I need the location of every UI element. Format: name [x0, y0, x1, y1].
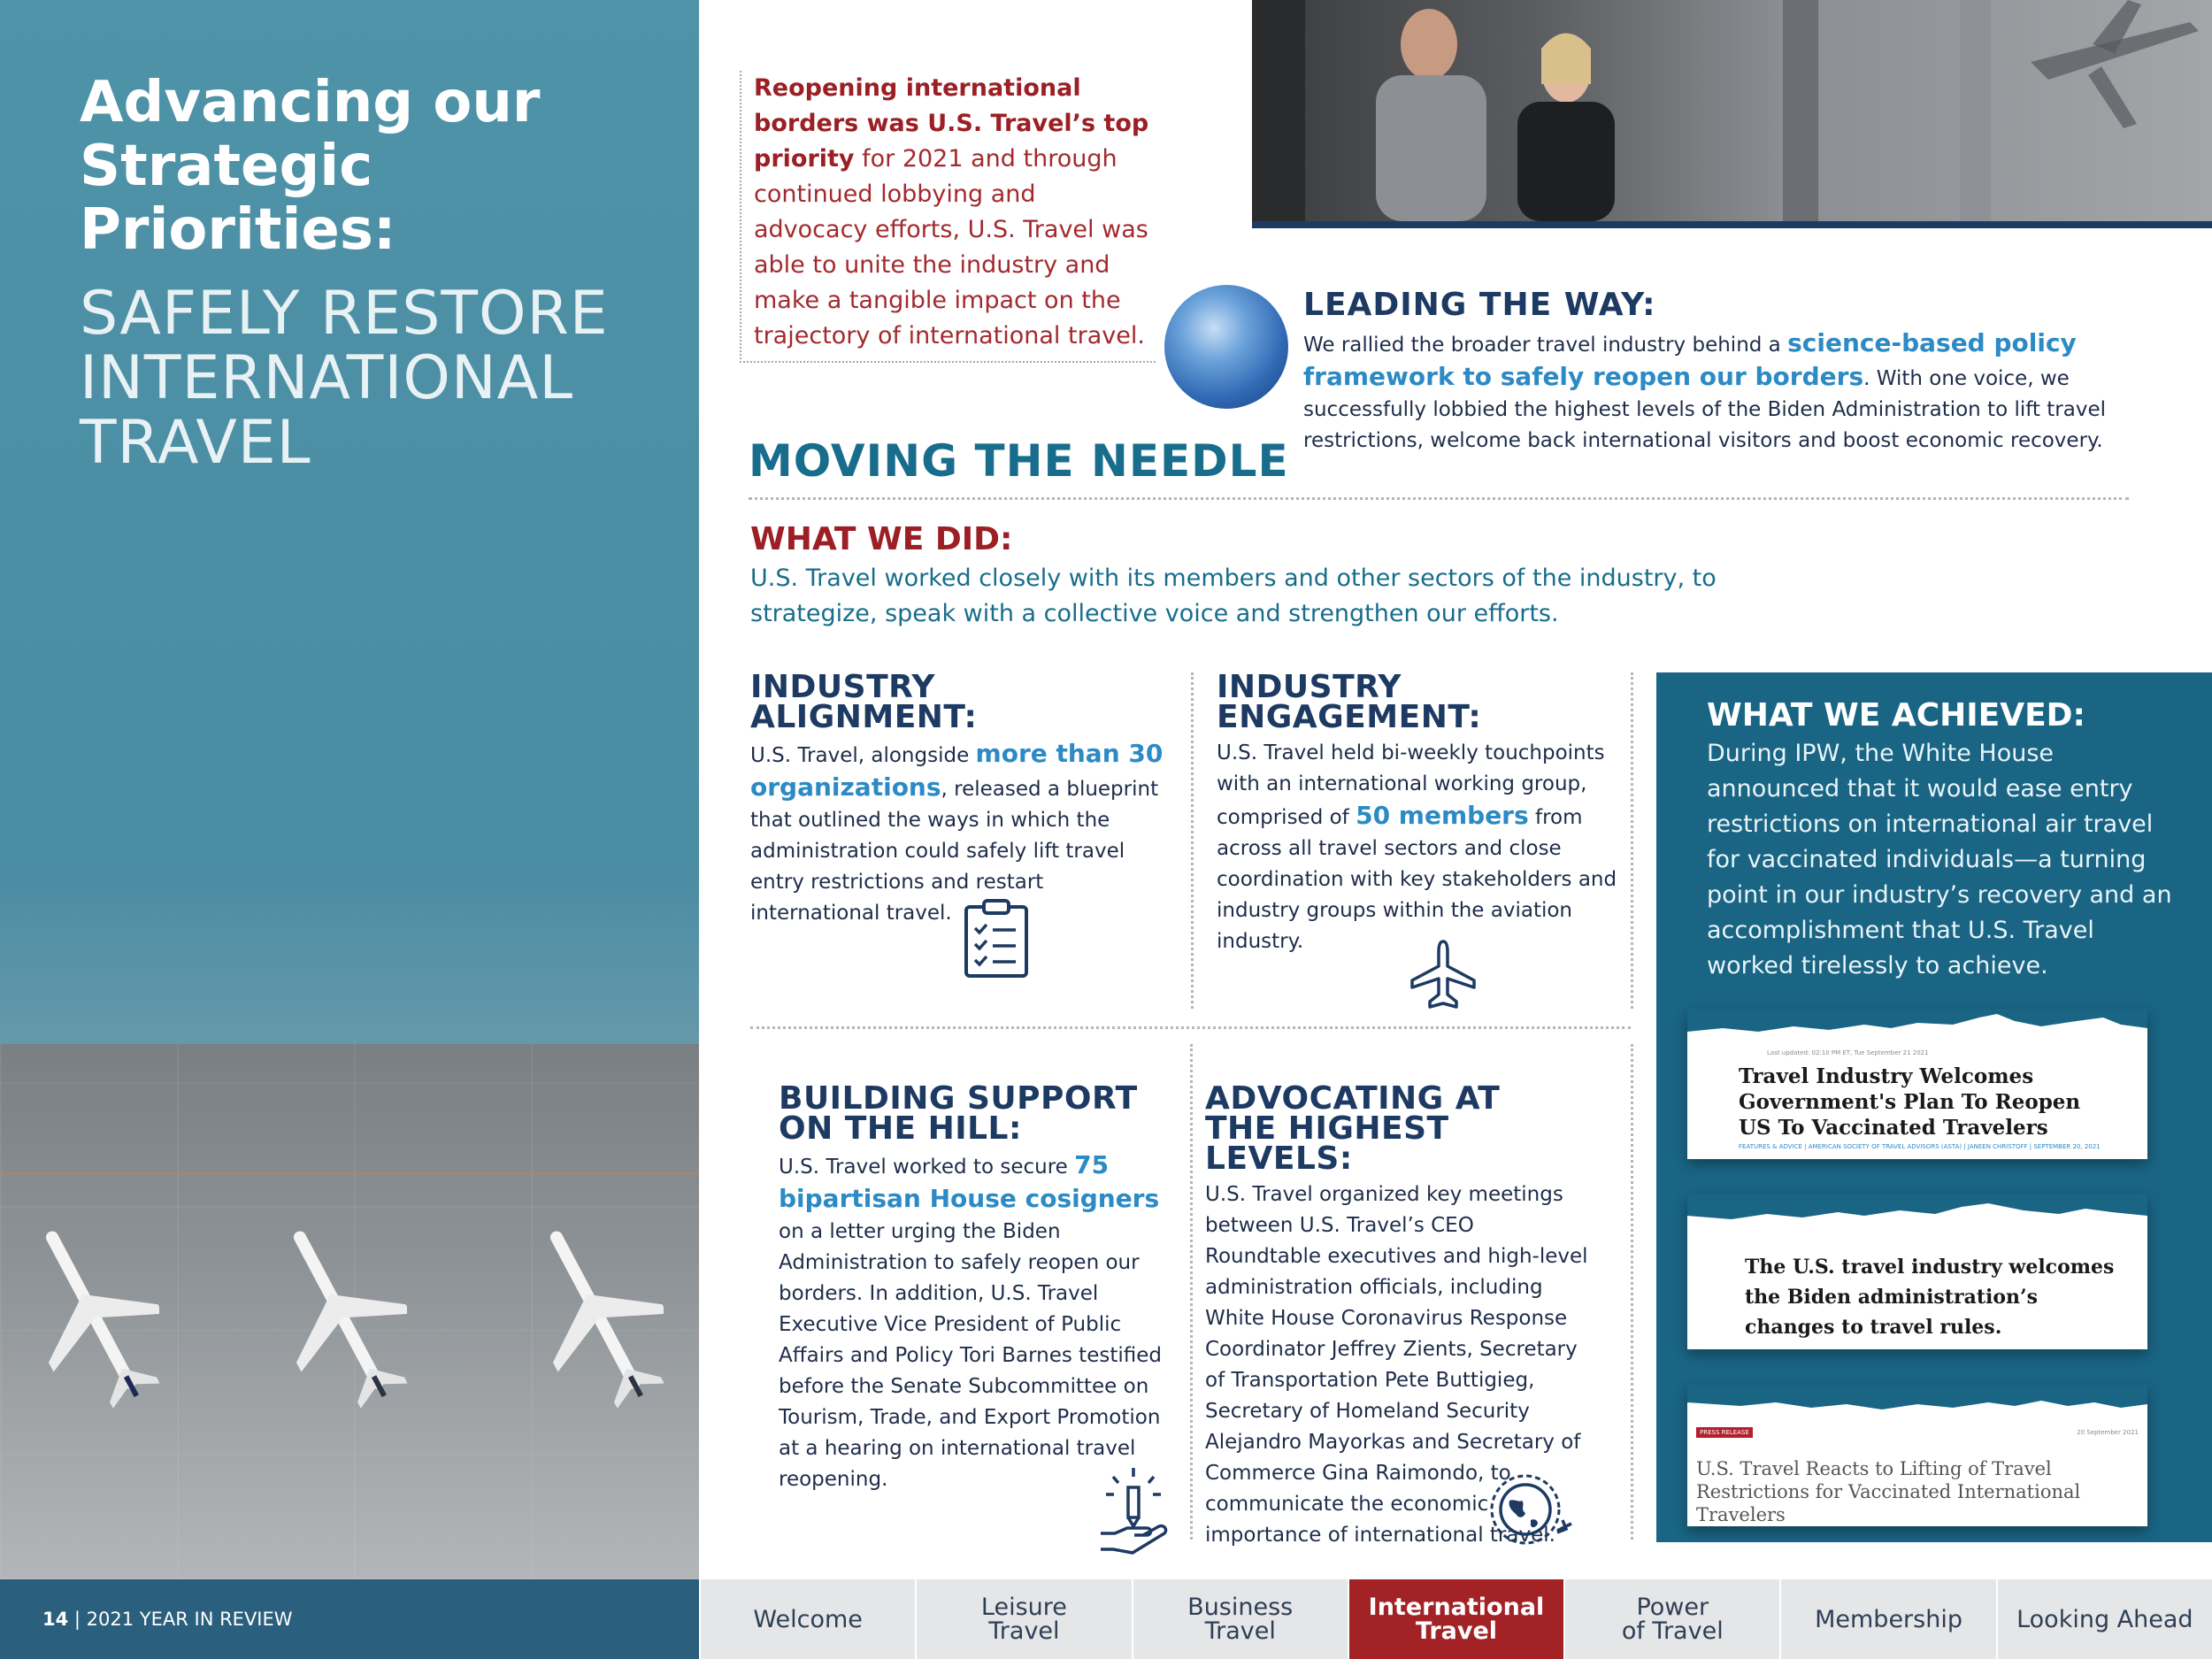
what-we-achieved-panel — [1656, 672, 2212, 1542]
nav-tab-welcome[interactable]: Welcome — [699, 1579, 915, 1659]
intro-bold: Reopening international borders was U.S. Travel’s top priority — [754, 74, 1149, 173]
nav-tab-looking-ahead[interactable]: Looking Ahead — [1996, 1579, 2212, 1659]
section-nav — [699, 1579, 2212, 1659]
torn-paper-edge — [1687, 1009, 2147, 1044]
highlight-text: 50 members — [1356, 801, 1529, 830]
section-body: U.S. Travel organized key meetings between U.S. Travel’s CEO Roundtable executives and high-level administration officials, including White House Coronavirus Response Coordinator Jeffrey Zients, Secretary of Transportation Pete Buttigieg, Secretary of Homeland Security Alejandro Mayorkas and Secretary of Commerce Gina Raimondo, to communicate the economic importance of international travel. — [1205, 1183, 1588, 1547]
nav-tab-power-of-travel[interactable]: Power of Travel — [1563, 1579, 1779, 1659]
moving-the-needle-heading: MOVING THE NEEDLE — [749, 435, 1289, 487]
section-heading: INDUSTRY ENGAGEMENT: — [1217, 669, 1482, 735]
clip-headline: Travel Industry Welcomes Government's Plan To Reopen US To Vaccinated Travelers — [1739, 1064, 2081, 1140]
left-panel — [0, 0, 699, 1579]
leading-title: LEADING THE WAY: — [1303, 287, 1656, 323]
section-body — [750, 738, 1166, 929]
what-we-did-heading: WHAT WE DID: — [750, 521, 1013, 557]
highlight-text: more than 30 organizations — [750, 739, 1164, 802]
page-number: 14 — [42, 1609, 69, 1630]
industry-engagement-section — [1217, 669, 1624, 957]
body-text: , released a blueprint that outlined the ways in which the administration could safely lift travel entry restrictions and restart international travel. — [750, 778, 1159, 925]
globe-image — [1164, 285, 1288, 409]
body-text: U.S. Travel held bi-weekly touchpoints with an international working group, comprised of — [1217, 741, 1605, 829]
section-heading: BUILDING SUPPORT ON THE HILL: — [779, 1080, 1138, 1147]
globe-plane-icon — [1486, 1469, 1575, 1548]
leading-highlight: science-based policy framework to safely reopen our borders — [1303, 328, 2077, 391]
leading-body-text: We rallied the broader travel industry behind a — [1303, 334, 1788, 357]
airplane-icon — [1407, 938, 1479, 1010]
leading-body-text: . With one voice, we successfully lobbied the highest levels of the Biden Administration to lift travel restrictions, welcome back international visitors and boost economic recovery. — [1303, 367, 2106, 452]
highlight-text: 75 bipartisan House cosigners — [779, 1150, 1160, 1213]
body-text: from across all travel sectors and close coordination with key stakeholders and industry groups within the aviation industry. — [1217, 806, 1617, 953]
tarmac-line — [0, 1172, 699, 1175]
section-heading: INDUSTRY ALIGNMENT: — [750, 669, 978, 735]
page-subtitle: SAFELY RESTORE INTERNATIONAL TRAVEL — [80, 279, 609, 478]
nav-tab-membership[interactable]: Membership — [1779, 1579, 1995, 1659]
section-body — [1217, 738, 1624, 957]
divider — [1631, 1044, 1633, 1540]
news-clipping — [1687, 1194, 2147, 1349]
divider — [1190, 1044, 1193, 1540]
report-label: | 2021 YEAR IN REVIEW — [68, 1609, 293, 1630]
airplane-icon — [27, 1203, 159, 1425]
torn-paper-edge — [1687, 1194, 2147, 1230]
body-text: U.S. Travel, alongside — [750, 744, 976, 767]
clip-meta: Last updated: 02:10 PM ET, Tue September 21 2021 — [1767, 1049, 1929, 1056]
section-heading: ADVOCATING AT THE HIGHEST LEVELS: — [1205, 1080, 1501, 1177]
intro-text — [754, 71, 1156, 354]
clipboard-checklist-icon — [963, 898, 1030, 979]
divider — [1631, 672, 1633, 1009]
page-title: Advancing our Strategic Priorities: — [80, 70, 541, 263]
intro-callout — [740, 71, 1156, 363]
footer — [0, 1579, 2212, 1659]
nav-tab-international-travel[interactable]: International Travel — [1348, 1579, 1563, 1659]
torn-paper-edge — [1687, 1385, 2147, 1420]
achieved-heading: WHAT WE ACHIEVED: — [1707, 697, 2085, 733]
press-release-badge: PRESS RELEASE — [1696, 1427, 1753, 1438]
section-body — [779, 1149, 1168, 1495]
industry-alignment-section — [750, 669, 1166, 929]
intro-rest: for 2021 and through continued lobbying and advocacy efforts, U.S. Travel was able to unite the industry and make a tangible impact on the trajectory of international travel. — [754, 145, 1148, 349]
news-clipping — [1687, 1385, 2147, 1526]
idea-hand-icon — [1097, 1464, 1170, 1555]
clip-headline: U.S. Travel Reacts to Lifting of Travel Restrictions for Vaccinated International Travelers — [1696, 1458, 2081, 1525]
divider — [1191, 672, 1194, 1009]
clip-date: 20 September 2021 — [2077, 1429, 2139, 1436]
nav-tab-leisure-travel[interactable]: Leisure Travel — [915, 1579, 1131, 1659]
clip-tags: FEATURES & ADVICE | AMERICAN SOCIETY OF TRAVEL ADVISORS (ASTA) | JANEEN CHRISTOFF | SEPTEMBER 20, 2021 — [1739, 1143, 2101, 1150]
achieved-body: During IPW, the White House announced that it would ease entry restrictions on international air travel for vaccinated individuals—a turning point in our industry’s recovery and an accomplishment that U.S. Travel worked tirelessly to achieve. — [1707, 740, 2172, 979]
leading-body — [1303, 327, 2135, 457]
news-clipping — [1687, 1009, 2147, 1159]
body-text: U.S. Travel worked to secure — [779, 1156, 1075, 1179]
clip-headline: The U.S. travel industry welcomes the Biden administration’s changes to travel rules. — [1745, 1256, 2115, 1339]
leading-the-way-section — [1303, 285, 2135, 457]
body-text: on a letter urging the Biden Administration to safely reopen our borders. In addition, U.S. Travel Executive Vice President of Public Affairs and Policy Tori Barnes testified before the Senate Subcommittee on Tourism, Trade, and Export Promotion at a hearing on international travel reopening. — [779, 1220, 1162, 1491]
airplane-icon — [531, 1203, 664, 1425]
nav-tab-business-travel[interactable]: Business Travel — [1132, 1579, 1348, 1659]
what-we-did-body: U.S. Travel worked closely with its members and other sectors of the industry, to strategize, speak with a collective voice and strengthen our efforts. — [750, 565, 1717, 627]
business-meeting-photo — [1252, 0, 2212, 228]
divider — [750, 1026, 1631, 1029]
airplane-icon — [274, 1203, 407, 1425]
page-number-label — [0, 1579, 699, 1659]
photo-illustration — [1252, 0, 2212, 221]
building-support-section — [779, 1080, 1168, 1495]
divider — [749, 497, 2129, 500]
airport-tarmac-image — [0, 1044, 699, 1579]
